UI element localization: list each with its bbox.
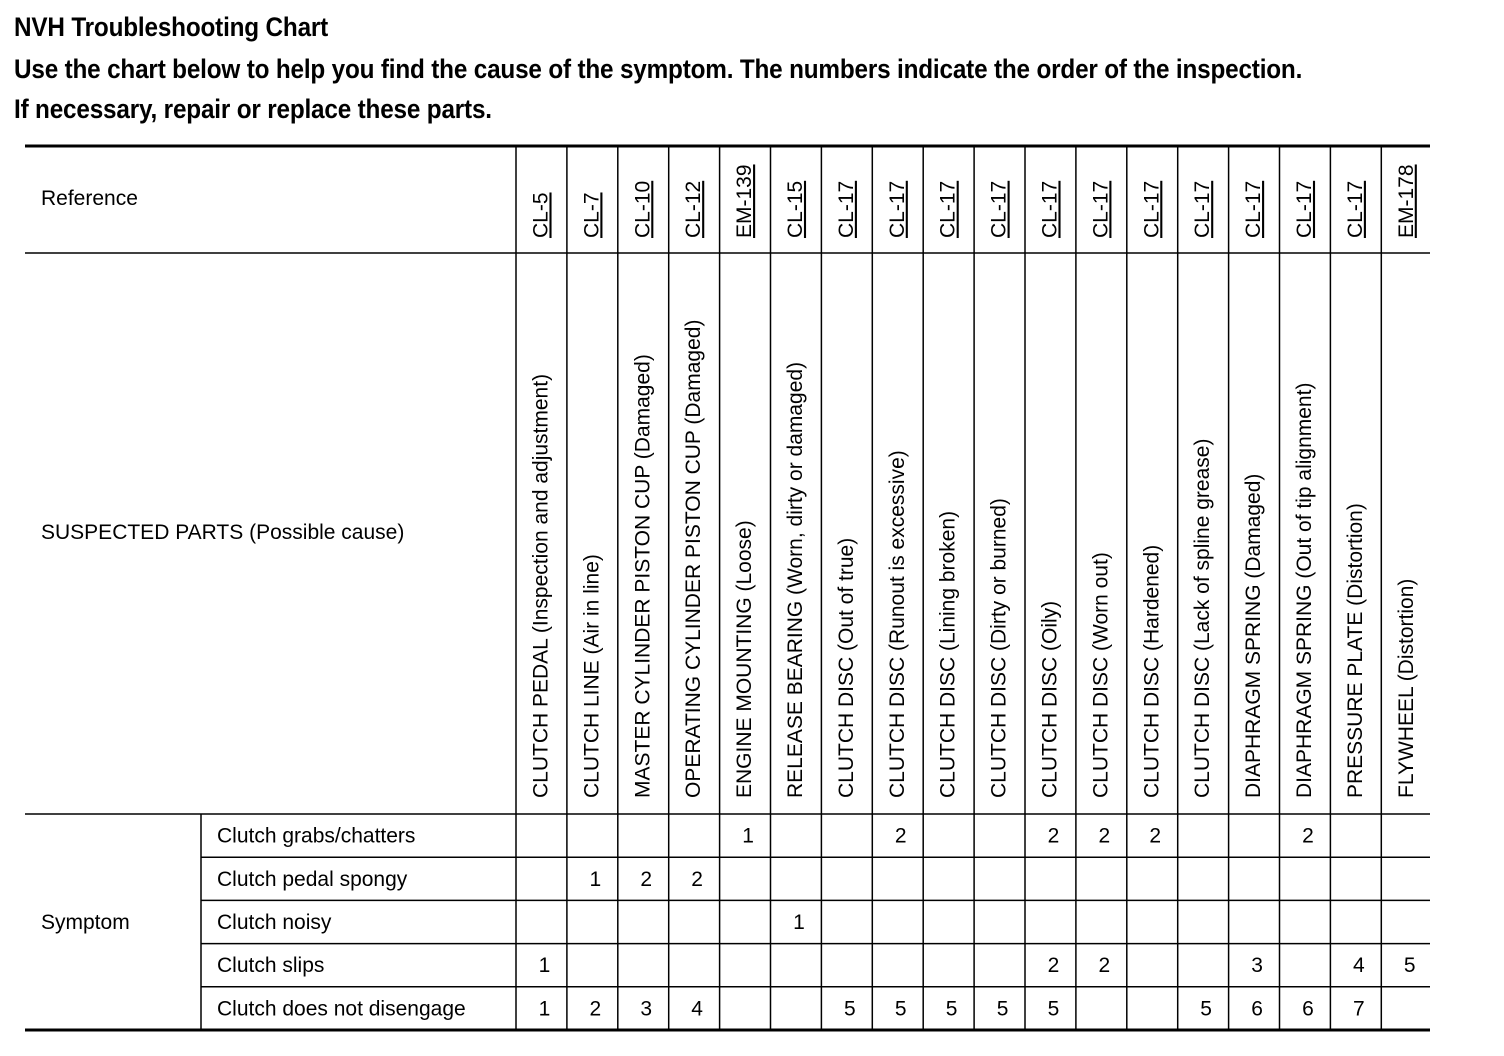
reference-code: CL-17 xyxy=(1191,180,1215,238)
inspection-order: 4 xyxy=(1353,954,1365,978)
inspection-order: 1 xyxy=(793,911,805,934)
inspection-order: 3 xyxy=(640,997,653,1021)
reference-code: CL-17 xyxy=(834,180,858,238)
suspected-part: DIAPHRAGM SPRING (Out of tip alignment) xyxy=(1292,382,1316,798)
inspection-order: 5 xyxy=(894,997,907,1021)
symptom-name: Clutch does not disengage xyxy=(217,997,466,1021)
inspection-order: 2 xyxy=(640,867,653,891)
reference-code: CL-17 xyxy=(1292,180,1316,238)
inspection-order: 5 xyxy=(1200,997,1212,1021)
suspected-part: CLUTCH DISC (Runout is excessive) xyxy=(885,450,909,798)
inspection-order: 2 xyxy=(1302,824,1314,848)
suspected-part: CLUTCH DISC (Dirty or burned) xyxy=(987,498,1011,798)
reference-code: CL-5 xyxy=(529,192,553,238)
inspection-order: 5 xyxy=(1047,997,1060,1021)
suspected-part: PRESSURE PLATE (Distortion) xyxy=(1343,503,1367,798)
inspection-order: 6 xyxy=(1302,997,1314,1021)
reference-code: EM-178 xyxy=(1394,164,1418,238)
symptom-name: Clutch noisy xyxy=(217,911,332,934)
inspection-order: 5 xyxy=(1403,954,1416,978)
symptom-label: Symptom xyxy=(41,911,130,934)
suspected-part: ENGINE MOUNTING (Loose) xyxy=(733,520,757,798)
suspected-part: CLUTCH DISC (Worn out) xyxy=(1089,552,1113,798)
inspection-order: 7 xyxy=(1353,997,1365,1021)
reference-code: CL-17 xyxy=(936,180,960,238)
suspected-part: OPERATING CYLINDER PISTON CUP (Damaged) xyxy=(682,319,706,798)
inspection-order: 2 xyxy=(1098,954,1111,978)
symptom-name: Clutch grabs/chatters xyxy=(217,824,416,848)
inspection-order: 2 xyxy=(691,867,703,891)
inspection-order: 1 xyxy=(742,824,754,848)
reference-code: CL-17 xyxy=(1038,180,1062,238)
reference-code: CL-17 xyxy=(987,180,1011,238)
suspected-part: CLUTCH DISC (Lack of spline grease) xyxy=(1191,438,1215,798)
reference-code: EM-139 xyxy=(733,164,757,238)
suspected-part: RELEASE BEARING (Worn, dirty or damaged) xyxy=(783,361,807,798)
inspection-order: 3 xyxy=(1251,954,1263,978)
inspection-order: 5 xyxy=(996,997,1009,1021)
reference-label: Reference xyxy=(41,187,138,210)
reference-code: CL-17 xyxy=(1242,180,1266,238)
suspected-part: CLUTCH DISC (Out of true) xyxy=(834,537,858,798)
symptom-name: Clutch slips xyxy=(217,954,325,978)
reference-code: CL-17 xyxy=(1089,180,1113,238)
suspected-part: FLYWHEEL (Distortion) xyxy=(1394,578,1418,798)
reference-code: CL-17 xyxy=(1343,180,1367,238)
suspected-part: CLUTCH DISC (Hardened) xyxy=(1140,544,1164,798)
inspection-order: 1 xyxy=(538,997,551,1021)
intro-line-2: If necessary, repair or replace these parts. xyxy=(14,94,492,124)
reference-code: CL-10 xyxy=(631,180,655,238)
suspected-parts-label: SUSPECTED PARTS (Possible cause) xyxy=(41,521,405,544)
symptom-name: Clutch pedal spongy xyxy=(217,867,408,891)
inspection-order: 5 xyxy=(844,997,856,1021)
suspected-part: MASTER CYLINDER PISTON CUP (Damaged) xyxy=(631,354,655,798)
inspection-order: 1 xyxy=(589,867,602,891)
reference-code: CL-17 xyxy=(1140,180,1164,238)
reference-code: CL-12 xyxy=(682,180,706,238)
inspection-order: 2 xyxy=(1047,824,1060,848)
inspection-order: 2 xyxy=(1098,824,1111,848)
inspection-order: 6 xyxy=(1251,997,1263,1021)
suspected-part: DIAPHRAGM SPRING (Damaged) xyxy=(1242,473,1266,798)
inspection-order: 2 xyxy=(1047,954,1060,978)
inspection-order: 2 xyxy=(1149,824,1162,848)
reference-code: CL-15 xyxy=(783,180,807,238)
inspection-order: 5 xyxy=(945,997,958,1021)
inspection-order: 1 xyxy=(538,954,551,978)
suspected-part: CLUTCH LINE (Air in line) xyxy=(580,554,604,798)
inspection-order: 2 xyxy=(589,997,602,1021)
intro-line-1: Use the chart below to help you find the cause of the symptom. The numbers indicate the order of the inspection. xyxy=(14,54,1303,84)
page-title: NVH Troubleshooting Chart xyxy=(14,12,329,42)
inspection-order: 4 xyxy=(691,997,703,1021)
reference-code: CL-17 xyxy=(885,180,909,238)
reference-code: CL-7 xyxy=(580,192,604,238)
suspected-part: CLUTCH PEDAL (Inspection and adjustment) xyxy=(529,373,553,798)
inspection-order: 2 xyxy=(894,824,907,848)
suspected-part: CLUTCH DISC (Lining broken) xyxy=(936,510,960,798)
suspected-part: CLUTCH DISC (Oily) xyxy=(1038,600,1062,798)
